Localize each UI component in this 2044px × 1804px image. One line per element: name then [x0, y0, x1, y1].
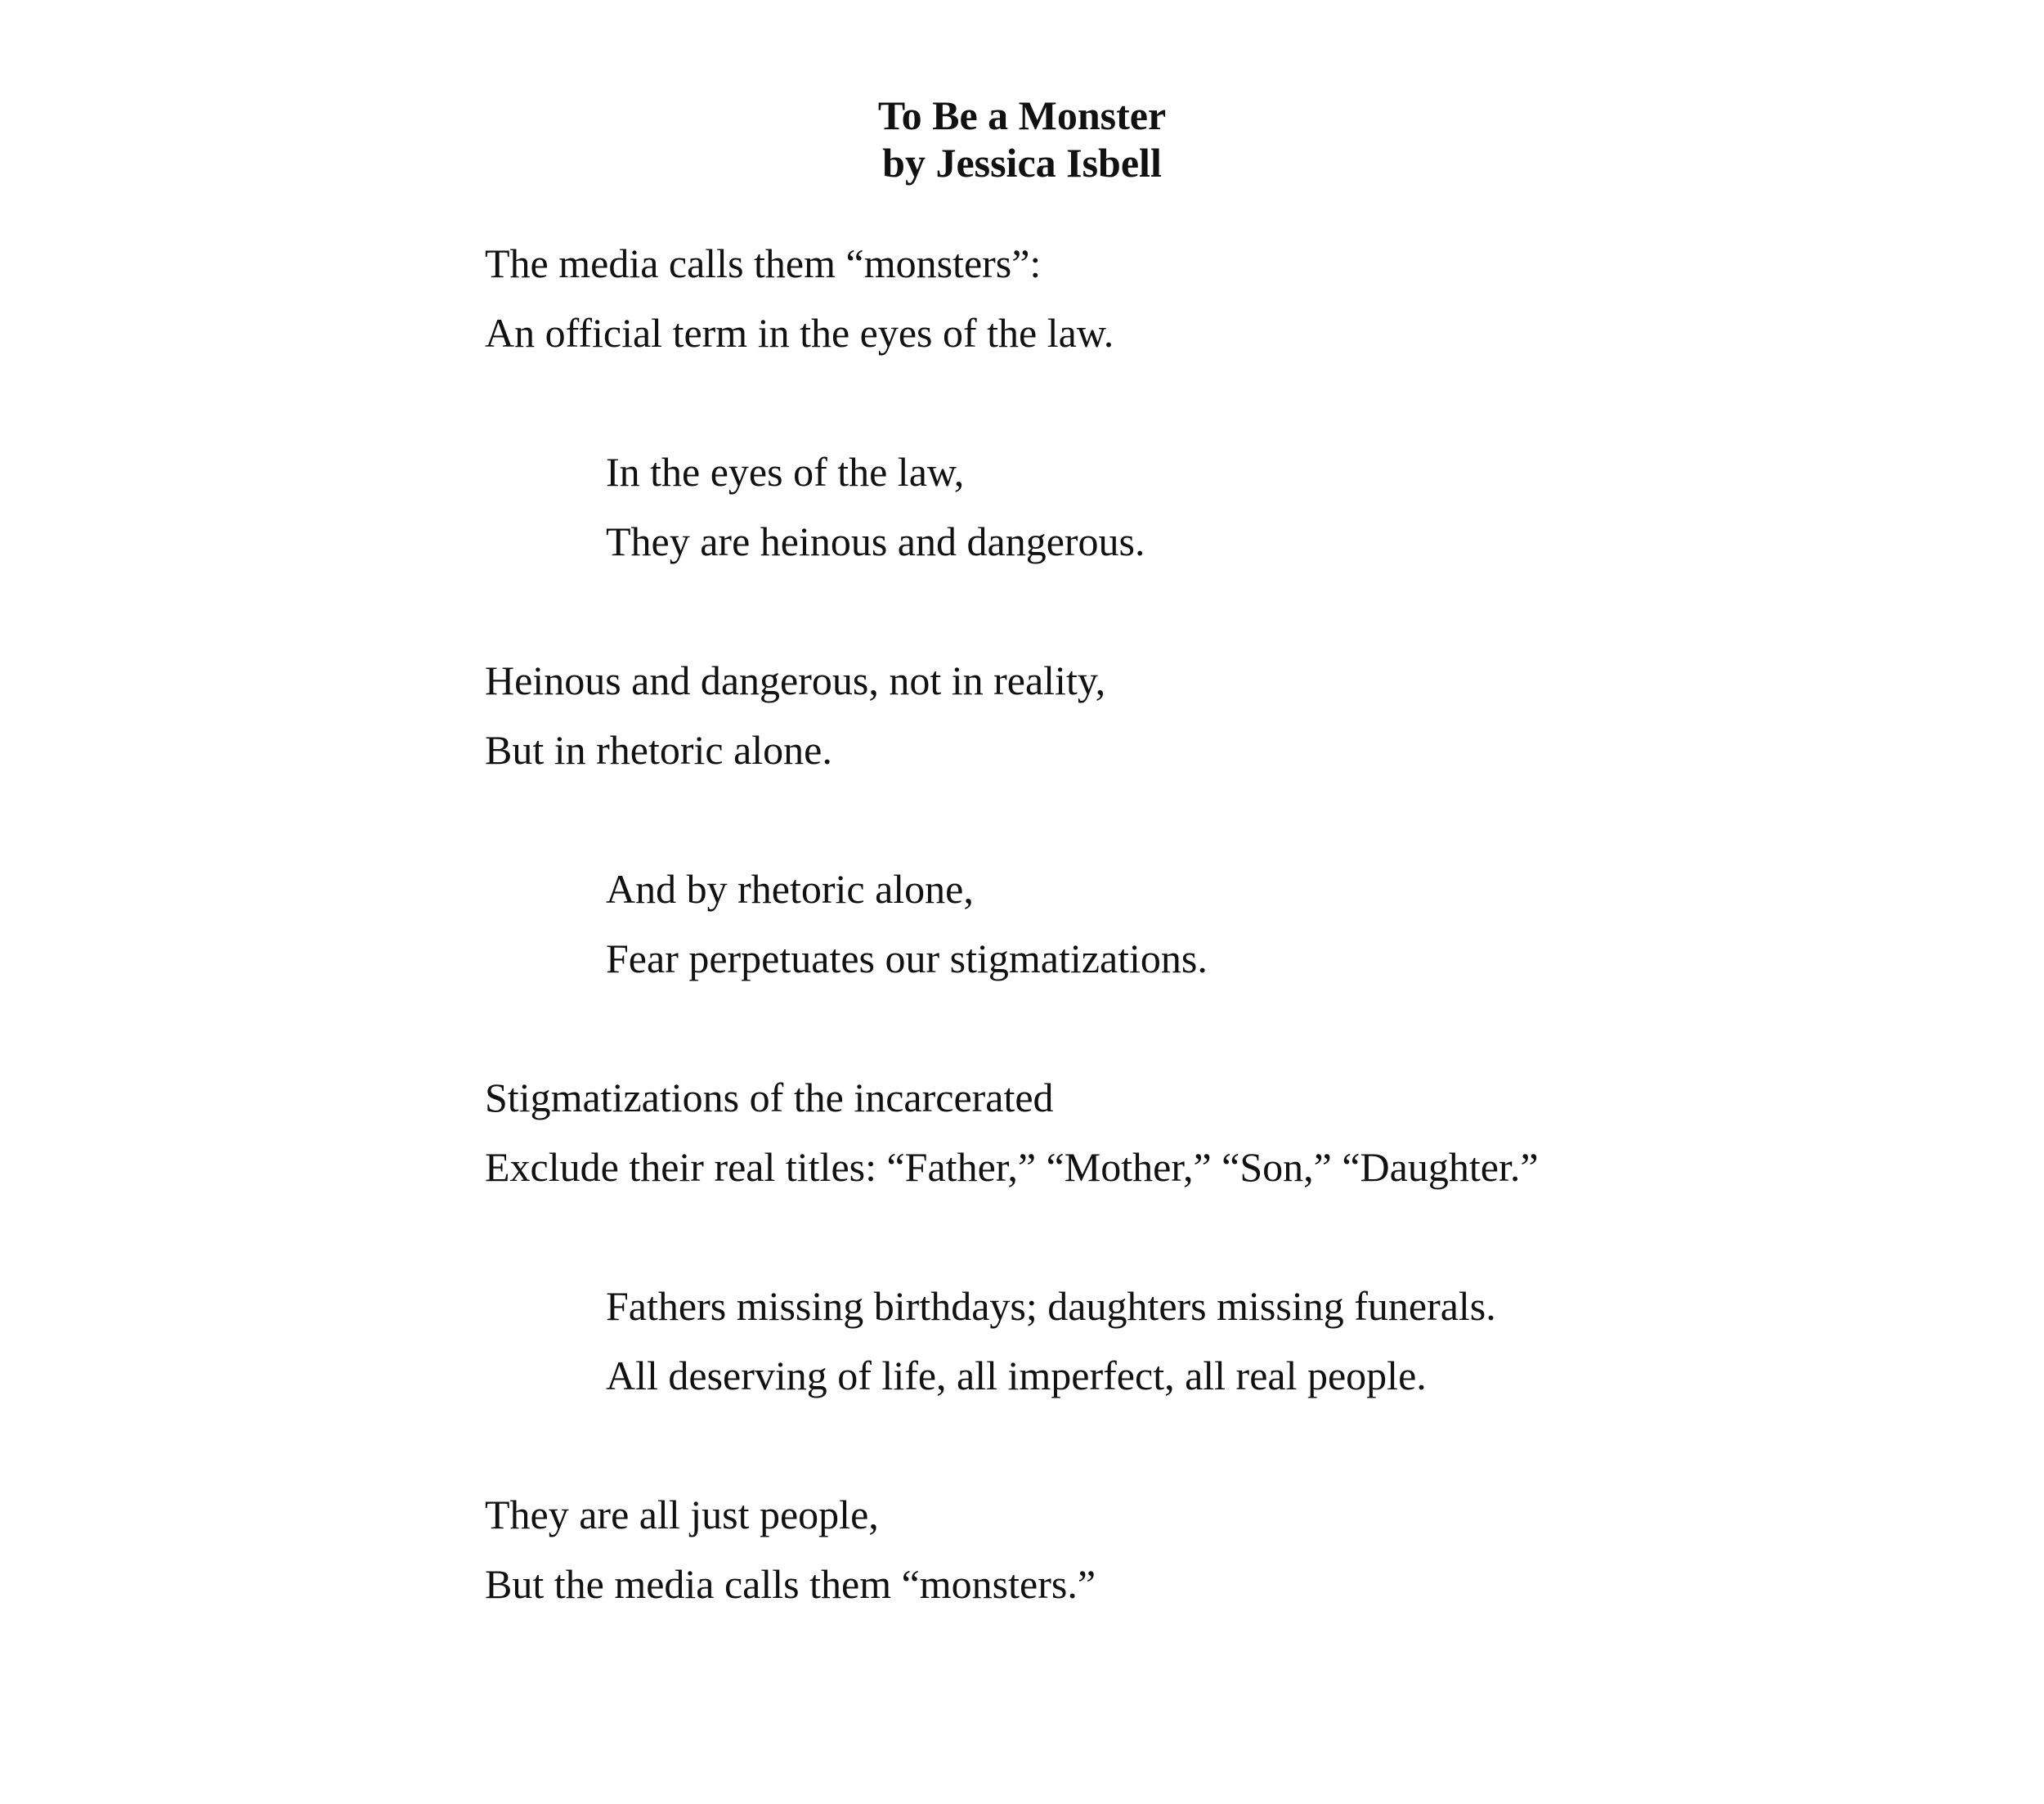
stanza-5	[485, 1063, 1957, 1202]
poem-line: They are all just people,	[485, 1492, 879, 1537]
stanza-3	[485, 646, 1957, 785]
stanza-gap	[485, 1411, 1957, 1480]
poem-line: Stigmatizations of the incarcerated	[485, 1075, 1054, 1120]
poem-line: And by rhetoric alone,	[606, 866, 974, 912]
poem-line: Fathers missing birthdays; daughters missing funerals.	[606, 1283, 1496, 1329]
poem-line: Fear perpetuates our stigmatizations.	[606, 936, 1208, 981]
stanza-gap	[485, 994, 1957, 1063]
stanza-1	[485, 229, 1957, 368]
poem-body	[485, 229, 1957, 1619]
stanza-gap	[485, 368, 1957, 438]
poem-line: Heinous and dangerous, not in reality,	[485, 657, 1106, 703]
poem-line: An official term in the eyes of the law.	[485, 310, 1114, 356]
stanza-gap	[485, 577, 1957, 646]
poem-author: by Jessica Isbell	[882, 140, 1162, 186]
stanza-gap	[485, 785, 1957, 855]
stanza-4	[485, 855, 1957, 994]
poem-line: Exclude their real titles: “Father,” “Mother,” “Son,” “Daughter.”	[485, 1144, 1539, 1190]
poem-line: They are heinous and dangerous.	[606, 518, 1145, 564]
stanza-7	[485, 1480, 1957, 1619]
poem-line: In the eyes of the law,	[606, 449, 965, 495]
stanza-gap	[485, 1202, 1957, 1272]
stanza-6	[485, 1272, 1957, 1411]
poem-line: But in rhetoric alone.	[485, 727, 832, 773]
poem-line: But the media calls them “monsters.”	[485, 1561, 1096, 1607]
stanza-2	[485, 438, 1957, 577]
title-block	[0, 92, 2044, 186]
poem-title: To Be a Monster	[877, 92, 1167, 138]
poem-line: All deserving of life, all imperfect, all real people.	[606, 1353, 1427, 1398]
poem-line: The media calls them “monsters”:	[485, 240, 1042, 286]
